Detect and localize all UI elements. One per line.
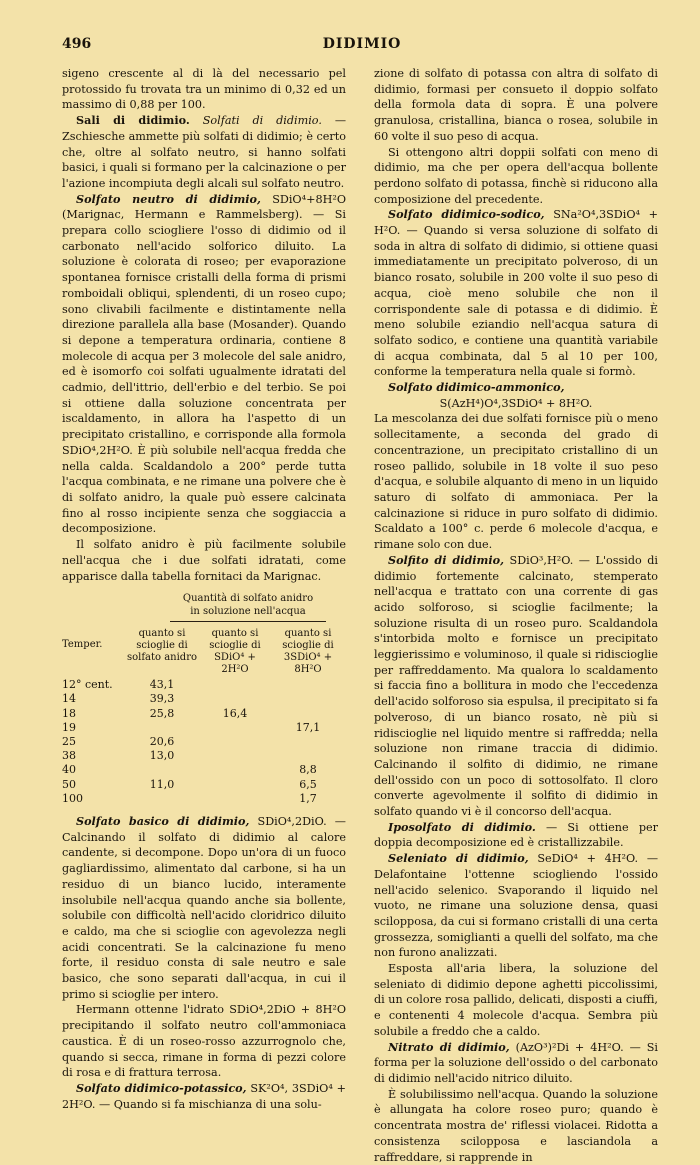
paragraph [62,814,346,1002]
paragraph: Hermann ottenne l'idrato SDiO⁴,2DiO + 8H²O precipitando il solfato neutro coll'ammoniaca caustica. È di un roseo-rosso azzurrognolo che, quando si secca, rimane in forma di pezzi colore di rosa e di frattura terrosa. [62,1003,346,1080]
table-cell: 1,7 [299,791,317,805]
subheading: Solfati di didimio. [202,114,322,128]
table-cell [270,692,346,706]
table-cell: 17,1 [295,720,321,734]
paragraph: Il solfato anidro è più facilmente solubile nell'acqua che i due solfati idratati, come apparisce dalla tabella fornitaci da Marignac. [62,538,346,583]
table-rule [150,618,346,626]
formula-line: S(AzH⁴)O⁴,3SDiO⁴ + 8H²O. [439,396,593,410]
table-cell: 16,4 [222,706,248,720]
table-header-cell: quanto si sciogliе di solfato anidro [126,628,198,664]
table-cell [200,749,270,763]
table-header-cell: quanto si sciogliе di SDiO⁴ + 2H²O [209,628,261,676]
subheading: Solfito di didimio, [388,552,504,567]
table-cell [124,763,200,777]
table-cell [200,763,270,777]
paragraph: sigeno crescente al di là del necessario pel protossido fu trovata tra un minimo di 0,32 ed un massimo di 0,88 per 100. [62,67,346,112]
page-header [62,36,662,58]
table-row [62,792,346,806]
paragraph: zione di solfato di potassa con altra di solfato di didimio, formasi per consueto il doppio solfato della formola data di sopra. È una polvere granulosa, cristallina, bianca o rosea, solubile in 60 volte il suo peso di acqua. [374,67,658,143]
paragraph-text: SeDiO⁴ + 4H²O. — Delafontaine l'ottenne sciogliendo l'ossido nell'acido selenico. Svaporando il liquido nel vuoto, ne rimane una soluzione densa, quasi sciloppоsa, da cui si formano cristalli di una certa grossezza, somiglianti a quelli del solfato, ma che non furono analizzati. [374,852,659,960]
running-head: DIDIMIO [322,36,402,52]
table-cell [200,778,270,792]
subheading: Nitrato di didimio, [388,1039,510,1054]
table-cell: 8,8 [299,763,317,777]
table-row [62,735,346,749]
paragraph [62,113,346,192]
paragraph-text: — Zschiesche ammette più solfati di didimio; è certo che, oltre al solfato neutro, si hanno solfati basici, i quali si formano per la calcinazione o per l'azione incompiuta degli alcali sul solfato neutro. [62,114,347,190]
paragraph-text: SDiO⁴+8H²O (Marignac, Hermann e Rammelsberg). — Si prepara collo sciogliere l'osso di didimio od il carbonato nell'acido solforico diluito. La soluzione è colorata di roseo; per evaporazione spontanea fornisce cristalli della forma di prismi romboidali obliqui, splendenti, di un roseo cupo; sono clivabili facilmente e distintamente nella direzione parallela alla base (Mosander). Quando si depone a temperatura ordinaria, contiene 8 molecole di acqua per 3 molecole del sale anidro, ed è isomorfo coi solfati ugualmente idratati del cadmio, dell'ittrio, dell'erbio e del terbio. Se poi si ottiene dalla soluzione concentrata per iscaldamento, in allora ha l'aspetto di un precipitato cristallino, e corrisponde alla formola SDiO⁴,2H²O. È più solubile nell'acqua fredda che nella calda. Scaldandolo a 200° perde tutta l'acqua combinata, e ne rimane una polvere che è di solfato anidro, la quale può essere calcinata fino al rosso incipiente senza che soggiaccia a decomposizione. [62,192,346,536]
subheading: Solfato didimico-potassico, [76,1080,247,1095]
paragraph-text: (AzO³)²Di + 4H²O. — Si forma per la soluzione dell'ossido o del carbonato di didimio nell'acido nitrico diluito. [374,1040,658,1085]
left-column [62,66,346,1112]
subheading: Solfato didimico-ammonico, [388,380,565,395]
paragraph [374,553,658,820]
table-cell: 19 [62,720,76,734]
table-row [62,707,346,721]
table-cell: 50 [62,777,76,791]
subheading: Solfato basico di didimio, [76,814,250,829]
paragraph: È solubilissimo nell'acqua. Quando la soluzione è allungata ha colore roseo puro; quando è concentrata mostra de' riflessi violacei. Ridotta a consistenza sciloppоsa e lasciandola a raffreddare, si rapprende in [374,1087,658,1164]
table-cell [200,692,270,706]
subheading: Solfato neutro di didimio, [76,191,261,206]
paragraph-text: SDiO⁴,2DiO. — Calcinando il solfato di didimio al calore candente, si decompone. Dopo un'ora di un fuoco gagliardissimo, alimentato dal carbone, si ha un residuo di un bianco lucido, interamente insolubile nell'acqua quando anche sia bollente, solubile con difficoltà nell'acido cloridrico diluito e caldo, ma che si scioglie con agevolezza negli acidi concentrati. Se la calcinazione fu meno forte, il residuo consta di sale neutro e sale basico, che sono separati dall'acqua, in cui il primo si scioglie per intero. [62,815,346,1001]
table-cell: 14 [62,692,76,706]
paragraph [374,380,658,396]
paragraph-text: — Si ottiene per doppia decomposizione ed è cristallizzabile. [374,820,658,850]
paragraph-text: SDiO³,H²O. — L'ossido di didimio fortemente calcinato, stemperato nell'acqua e trattato con una corrente di gas acido solforoso, si scioglie facilmente; la soluzione risulta di un roseo puro. Scaldandola s'intorbida molto e fornisce un precipitato leggierissimo e voluminoso, il quale si ridiscioglie per raffreddamento. Ma qualora lo scaldamento si faccia fino a bollitura in modo che l'eccedenza dell'acido solforoso sia espulsa, il precipitato si fa polveroso, di un bianco rosato, nè più si ridiscioglie nel liquido mentre si raffreddа; nella soluzione non rimane traccia di didimio. Calcinando il solfito di didimio, ne rimane dell'ossido con un poco di sottosolfato. Il cloro converte agevolmente il solfito di didimio in solfato quando vi è il concorso dell'acqua. [374,553,659,819]
table-title-line: in soluzione nell'acqua [190,606,306,618]
page-number: 496 [62,36,92,52]
table-row [62,692,346,706]
table-cell: 25 [62,735,76,749]
paragraph-text: SNa²O⁴,3SDiO⁴ + H²O. — Quando si versa soluzione di solfato di soda in altra di solfato di didimio, si ottiene quasi immediatamente un precipitato polveroso, di un bianco rosato, solubile in 200 volte il suo peso di acqua, cioè meno solubile che non il corrispondente sale di potassa e di didimio. È meno solubile eziandio nell'acqua satura di solfato sodico, e contiene una quantità variabile di acqua combinata, dal 5 al 10 per 100, conforme la temperatura nella quale si formò. [374,208,658,379]
table-title-line: Quantità di solfato anidro [182,593,314,605]
table-row [62,678,346,692]
solubility-table [62,592,346,806]
table-cell [270,678,346,692]
subheading: Seleniato di didimio, [388,851,529,866]
table-cell: 20,6 [149,735,175,749]
table-cell: 40 [62,763,76,777]
table-row [62,763,346,777]
table-cell [124,792,200,806]
paragraph: Si ottengono altri doppii solfati con meno di didimio, ma che per opera dell'acqua bollente perdono solfato di potassa, finchè si riducono alla composizione del precedente. [374,145,658,206]
table-cell: 11,0 [149,777,175,791]
table-cell: 18 [62,706,76,720]
table-row [62,778,346,792]
paragraph: Esposta all'aria libera, la soluzione del seleniato di didimio depone aghetti piccolissimi, di un colore rosa pallido, delicati, disposti a ciuffi, e contenenti 4 molecole d'acqua. Sembra più solubile a freddo che a caldo. [374,962,658,1038]
section-heading: Sali di didimio. [76,113,190,128]
table-cell: 100 [62,791,83,805]
table-cell [270,749,346,763]
table-cell: 39,3 [149,692,175,706]
table-cell: 6,5 [299,777,317,791]
table-cell [200,721,270,735]
table-header-cell: Temper. [62,639,103,651]
table-cell: 43,1 [149,678,175,692]
table-header-row [62,628,346,676]
table-cell [200,792,270,806]
paragraph [62,192,346,537]
table-row [62,721,346,735]
paragraph-text: SK²O⁴, 3SDiO⁴ + 2H²O. — Quando si fa mischianza di una solu- [62,1081,346,1111]
table-cell [200,678,270,692]
table-cell: 38 [62,749,76,763]
table-cell: 25,8 [149,706,175,720]
table-cell: 13,0 [149,749,175,763]
paragraph [374,207,658,380]
right-column [374,66,658,1165]
table-row [62,749,346,763]
table-cell [200,735,270,749]
table-cell: 12° cent. [62,678,113,692]
paragraph [62,1081,346,1112]
table-header-cell: quanto si sciogliе di 3SDiO⁴ + 8H²O [282,628,334,676]
table-cell [270,735,346,749]
paragraph [374,820,658,851]
table-cell [270,707,346,721]
table-cell [124,721,200,735]
subheading: Solfato didimico-sodico, [388,207,545,222]
paragraph [374,851,658,961]
subheading: Iposolfato di didimio. [388,819,536,834]
paragraph [374,1040,658,1087]
paragraph: La mescolanza dei due solfati fornisce più o meno sollecitamente, a seconda del grado di concentrazione, un precipitato cristallino di un roseo pallido, solubile in 18 volte il suo peso d'acqua, e solubile alquanto di meno in un liquido saturo di solfato di ammoniaca. Per la calcinazione si riduce in puro solfato di didimio. Scaldato a 100° c. perde 6 molecole d'acqua, e rimane solo con due. [374,412,658,552]
